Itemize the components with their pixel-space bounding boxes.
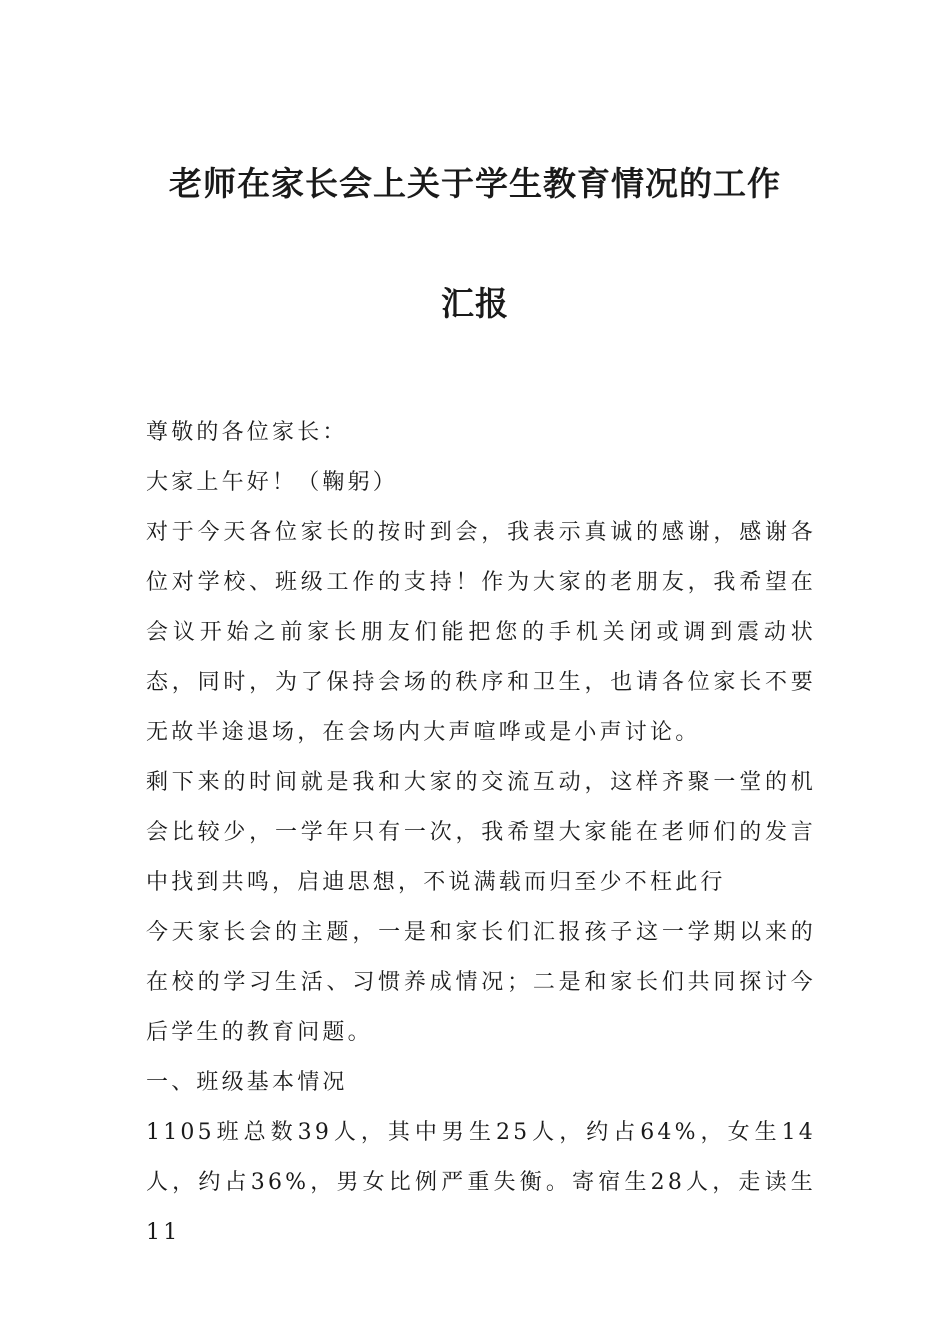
paragraph-class-info: 1105班总数39人，其中男生25人，约占64%，女生14人，约占36%，男女比例严重失衡。寄宿生28人，走读生11 [146, 1120, 816, 1245]
document-body [146, 408, 816, 1258]
paragraph-opening: 对于今天各位家长的按时到会，我表示真诚的感谢，感谢各位对学校、班级工作的支持！作为大家的老朋友，我希望在会议开始之前家长朋友们能把您的手机关闭或调到震动状态，同时，为了保持会场的秩序和卫生，也请各位家长不要无故半途退场，在会场内大声喧哗或是小声讨论。 [146, 520, 816, 745]
document-title-line-2: 汇报 [441, 284, 509, 323]
paragraph-interaction: 剩下来的时间就是我和大家的交流互动，这样齐聚一堂的机会比较少，一学年只有一次，我希望大家能在老师们的发言中找到共鸣，启迪思想，不说满载而归至少不枉此行 [146, 770, 816, 895]
paragraph-theme: 今天家长会的主题，一是和家长们汇报孩子这一学期以来的在校的学习生活、习惯养成情况；二是和家长们共同探讨今后学生的教育问题。 [146, 920, 816, 1045]
document-title-line-1: 老师在家长会上关于学生教育情况的工作 [169, 164, 781, 203]
salutation: 尊敬的各位家长： [146, 420, 348, 445]
section-heading: 一、班级基本情况 [146, 1070, 348, 1095]
greeting: 大家上午好！（鞠躬） [146, 470, 399, 495]
